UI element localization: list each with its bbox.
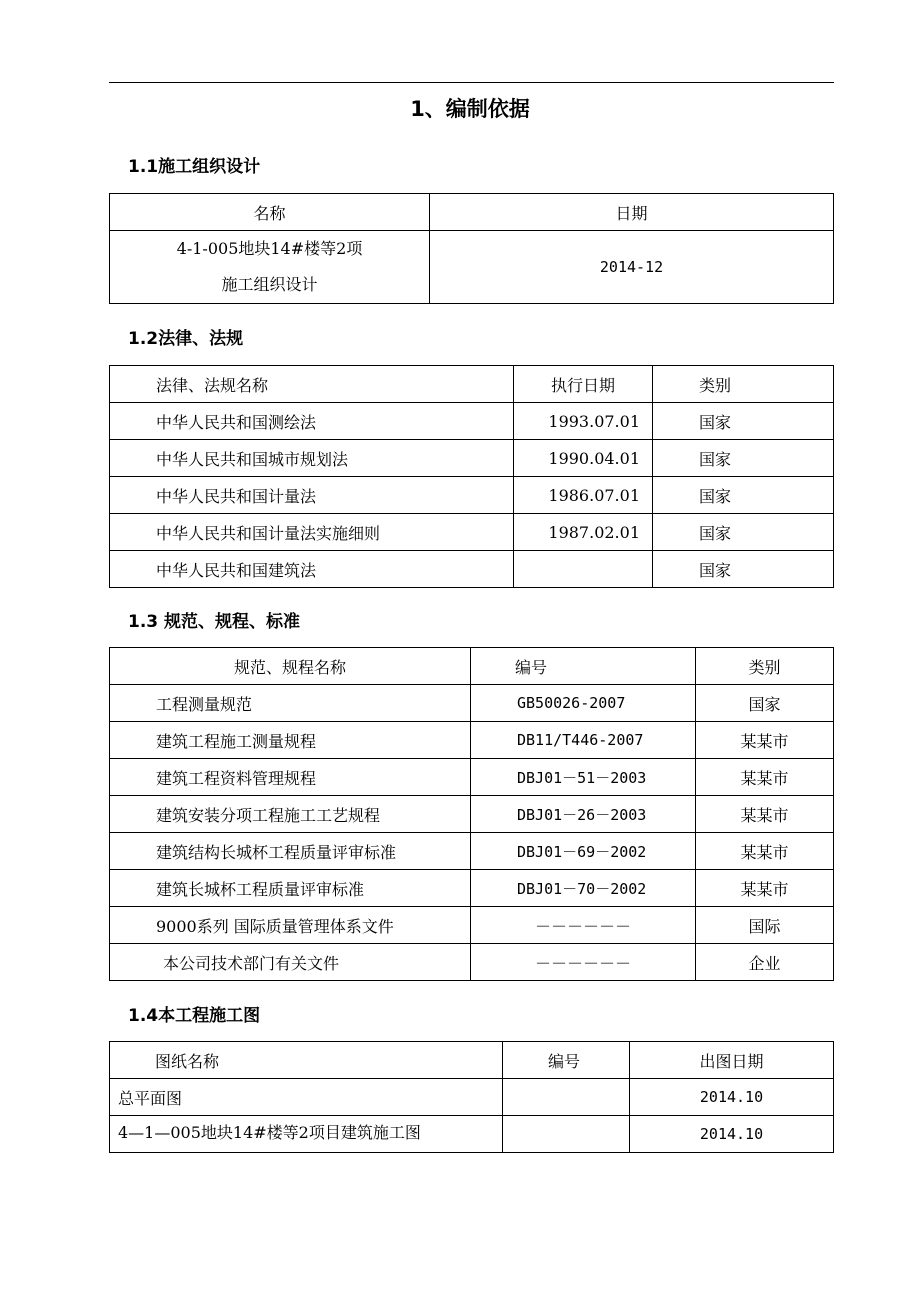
- table-row: [110, 1116, 834, 1153]
- table-header: 出图日期: [630, 1042, 834, 1079]
- table-cell: 2014-12: [430, 231, 834, 304]
- table-row: [110, 477, 834, 514]
- table-cell: 建筑工程资料管理规程: [110, 759, 471, 796]
- table-cell: 中华人民共和国测绘法: [110, 403, 514, 440]
- table-row: [110, 759, 834, 796]
- table-cell: 中华人民共和国城市规划法: [110, 440, 514, 477]
- table-standards: [109, 647, 834, 981]
- table-cell: 1987.02.01: [514, 514, 653, 551]
- table-header: 法律、法规名称: [110, 366, 514, 403]
- table-cell: 某某市: [696, 796, 834, 833]
- table-header: 编号: [503, 1042, 630, 1079]
- table-cell: 本公司技术部门有关文件: [110, 944, 471, 981]
- table-cell: －－－－－－: [471, 907, 696, 944]
- table-cell: 4—1—005地块14#楼等2项目建筑施工图: [110, 1116, 503, 1153]
- section-heading-1-4: 1.4本工程施工图: [128, 1006, 261, 1026]
- table-cell: 2014.10: [630, 1116, 834, 1153]
- table-cell: 企业: [696, 944, 834, 981]
- design-name-line2: 施工组织设计: [221, 275, 318, 294]
- table-cell: 总平面图: [110, 1079, 503, 1116]
- section-heading-1-2: 1.2法律、法规: [128, 329, 244, 349]
- table-cell: 9000系列 国际质量管理体系文件: [110, 907, 471, 944]
- table-cell: GB50026-2007: [471, 685, 696, 722]
- table-construction-design: [109, 193, 834, 304]
- table-cell: 2014.10: [630, 1079, 834, 1116]
- header-rule: [109, 82, 834, 83]
- table-laws: [109, 365, 834, 588]
- table-cell: 建筑结构长城杯工程质量评审标准: [110, 833, 471, 870]
- table-drawings: [109, 1041, 834, 1153]
- table-row: [110, 551, 834, 588]
- table-cell: 建筑安装分项工程施工工艺规程: [110, 796, 471, 833]
- table-cell: 国家: [653, 514, 834, 551]
- table-cell: [514, 551, 653, 588]
- table-row: [110, 796, 834, 833]
- table-cell: 国家: [653, 477, 834, 514]
- table-row: [110, 833, 834, 870]
- table-cell: DBJ01－69－2002: [471, 833, 696, 870]
- table-header: 名称: [110, 194, 430, 231]
- table-cell: [110, 231, 430, 304]
- table-row: [110, 944, 834, 981]
- table-cell: 国家: [653, 440, 834, 477]
- table-cell: 工程测量规范: [110, 685, 471, 722]
- section-heading-1-1: 1.1施工组织设计: [128, 157, 261, 177]
- table-cell: DB11/T446-2007: [471, 722, 696, 759]
- table-cell: 国家: [653, 403, 834, 440]
- table-row: [110, 514, 834, 551]
- table-cell: 建筑工程施工测量规程: [110, 722, 471, 759]
- table-row: [110, 1079, 834, 1116]
- table-header: 类别: [653, 366, 834, 403]
- table-header: 执行日期: [514, 366, 653, 403]
- table-cell: 国际: [696, 907, 834, 944]
- table-row: [110, 440, 834, 477]
- table-cell: DBJ01－70－2002: [471, 870, 696, 907]
- table-cell: 中华人民共和国建筑法: [110, 551, 514, 588]
- table-cell: 中华人民共和国计量法实施细则: [110, 514, 514, 551]
- table-header: 规范、规程名称: [110, 648, 471, 685]
- table-row: [110, 870, 834, 907]
- table-header: 编号: [471, 648, 696, 685]
- table-cell: 1986.07.01: [514, 477, 653, 514]
- table-cell: [503, 1079, 630, 1116]
- table-row: [110, 403, 834, 440]
- table-cell: 某某市: [696, 870, 834, 907]
- table-cell: 1990.04.01: [514, 440, 653, 477]
- table-cell: 中华人民共和国计量法: [110, 477, 514, 514]
- table-cell: 某某市: [696, 722, 834, 759]
- table-row: [110, 722, 834, 759]
- table-cell: 1993.07.01: [514, 403, 653, 440]
- table-header: 日期: [430, 194, 834, 231]
- table-cell: 国家: [696, 685, 834, 722]
- table-cell: [503, 1116, 630, 1153]
- table-cell: －－－－－－: [471, 944, 696, 981]
- table-cell: DBJ01－51－2003: [471, 759, 696, 796]
- table-header: 类别: [696, 648, 834, 685]
- table-cell: 建筑长城杯工程质量评审标准: [110, 870, 471, 907]
- section-heading-1-3: 1.3 规范、规程、标准: [128, 612, 301, 632]
- table-row: [110, 685, 834, 722]
- table-cell: 某某市: [696, 759, 834, 796]
- table-row: [110, 907, 834, 944]
- page-title: 1、编制依据: [410, 97, 530, 121]
- design-name-line1: 4-1-005地块14#楼等2项: [176, 239, 363, 258]
- table-cell: DBJ01－26－2003: [471, 796, 696, 833]
- table-cell: 国家: [653, 551, 834, 588]
- table-header: 图纸名称: [110, 1042, 503, 1079]
- table-cell: 某某市: [696, 833, 834, 870]
